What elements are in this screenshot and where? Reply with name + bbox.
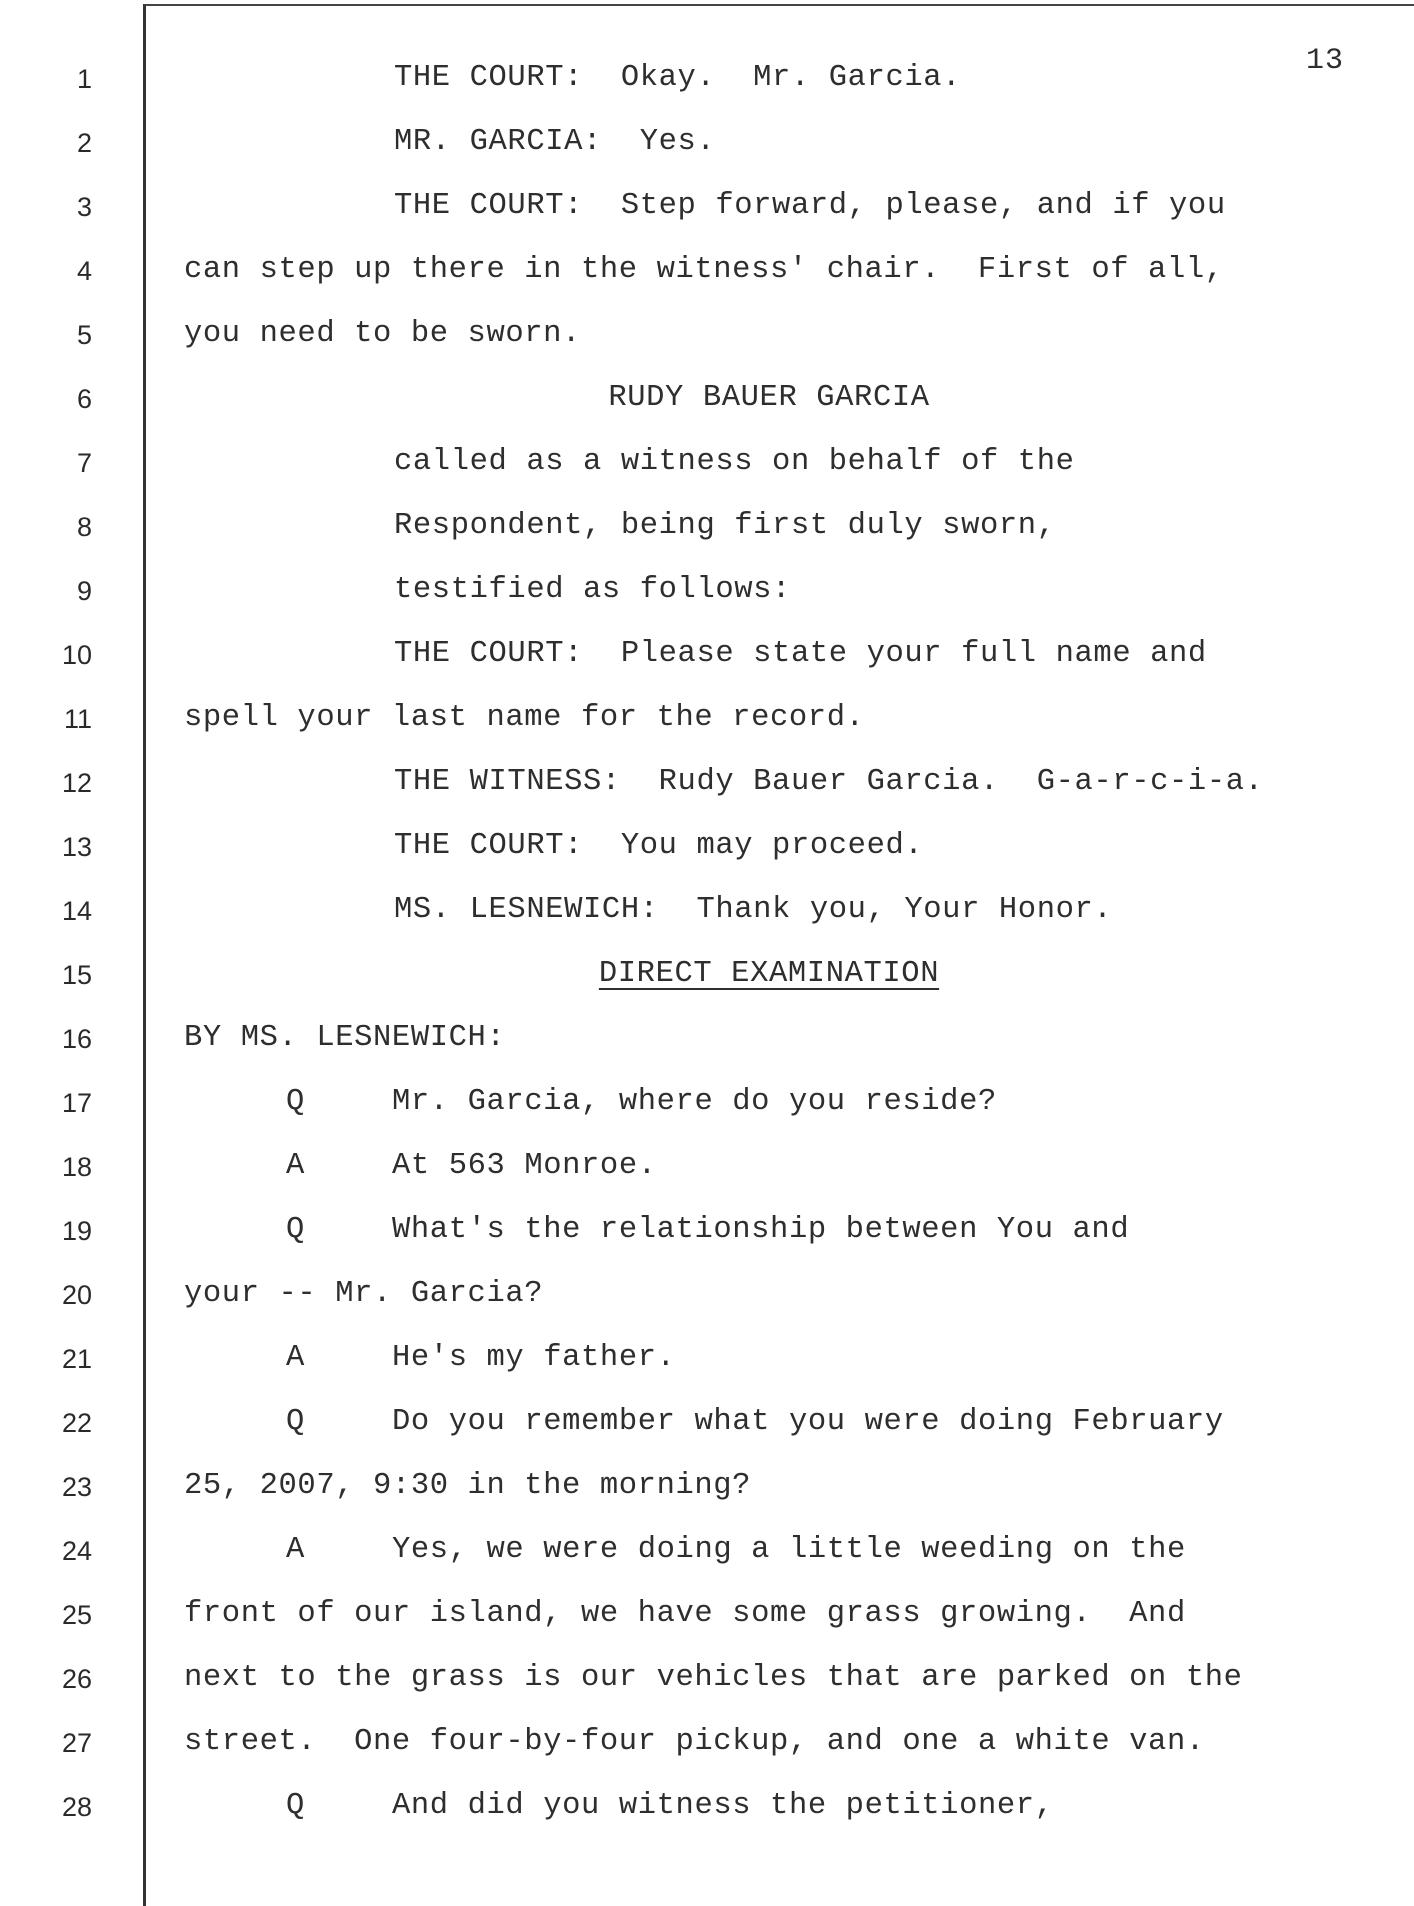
transcript-line: [0, 946, 1414, 1010]
line-number: 14: [61, 896, 92, 926]
line-number: 2: [76, 128, 92, 158]
line-text: spell your last name for the record.: [184, 701, 865, 735]
transcript-line: [0, 1266, 1414, 1330]
line-number: 22: [61, 1408, 92, 1438]
transcript-line: [0, 1394, 1414, 1458]
line-number: 17: [61, 1088, 92, 1118]
line-text: Yes, we were doing a little weeding on the: [392, 1533, 1186, 1567]
transcript-line: [0, 1202, 1414, 1266]
qa-label: Q: [286, 1789, 305, 1823]
line-number: 11: [63, 704, 92, 734]
line-text: your -- Mr. Garcia?: [184, 1277, 544, 1311]
line-number: 10: [61, 640, 92, 670]
examination-heading-text: DIRECT EXAMINATION: [598, 957, 940, 991]
qa-label: Q: [286, 1405, 305, 1439]
line-text: 25, 2007, 9:30 in the morning?: [184, 1469, 752, 1503]
transcript-line: [0, 1586, 1414, 1650]
line-text: MS. LESNEWICH: Thank you, Your Honor.: [394, 893, 1113, 927]
line-text: What's the relationship between You and: [392, 1213, 1130, 1247]
line-text: you need to be sworn.: [184, 317, 581, 351]
line-number: 27: [61, 1728, 92, 1758]
line-text: THE WITNESS: Rudy Bauer Garcia. G-a-r-c-i-a.: [394, 765, 1264, 799]
transcript-line: [0, 370, 1414, 434]
line-number: 7: [76, 448, 92, 478]
transcript-line: [0, 1650, 1414, 1714]
transcript-line: [0, 1458, 1414, 1522]
transcript-line: [0, 1138, 1414, 1202]
transcript-line: [0, 562, 1414, 626]
line-text: Mr. Garcia, where do you reside?: [392, 1085, 997, 1119]
transcript-line: [0, 50, 1414, 114]
transcript-line: [0, 1330, 1414, 1394]
line-text: called as a witness on behalf of the: [394, 445, 1075, 479]
line-number: 25: [61, 1600, 92, 1630]
line-number: 23: [61, 1472, 92, 1502]
line-text: front of our island, we have some grass growing. And: [184, 1597, 1186, 1631]
transcript-line: [0, 1714, 1414, 1778]
transcript-line: [0, 818, 1414, 882]
line-text: BY MS. LESNEWICH:: [184, 1021, 506, 1055]
line-number: 15: [61, 960, 92, 990]
examination-heading: [184, 957, 1354, 991]
page-number: 13: [1306, 44, 1345, 78]
transcript-line: [0, 1010, 1414, 1074]
line-text: He's my father.: [392, 1341, 676, 1375]
transcript-line: [0, 626, 1414, 690]
line-number: 8: [76, 512, 92, 542]
line-text: street. One four-by-four pickup, and one a white van.: [184, 1725, 1205, 1759]
transcript-line: [0, 178, 1414, 242]
line-number: 5: [76, 320, 92, 350]
line-number: 24: [61, 1536, 92, 1566]
line-text: And did you witness the petitioner,: [392, 1789, 1054, 1823]
line-number: 1: [76, 64, 92, 94]
transcript-line: [0, 754, 1414, 818]
transcript-line: [0, 434, 1414, 498]
line-number: 28: [61, 1792, 92, 1822]
qa-label: A: [286, 1533, 305, 1567]
line-number: 12: [61, 768, 92, 798]
transcript-line: [0, 498, 1414, 562]
qa-label: A: [286, 1341, 305, 1375]
line-text: next to the grass is our vehicles that are parked on the: [184, 1661, 1243, 1695]
transcript-line: [0, 1074, 1414, 1138]
line-text: Do you remember what you were doing February: [392, 1405, 1224, 1439]
line-text: THE COURT: Please state your full name and: [394, 637, 1207, 671]
transcript-line: [0, 242, 1414, 306]
transcript-line: [0, 306, 1414, 370]
line-text: Respondent, being first duly sworn,: [394, 509, 1056, 543]
qa-label: A: [286, 1149, 305, 1183]
line-number: 13: [61, 832, 92, 862]
line-number: 19: [61, 1216, 92, 1246]
line-text: At 563 Monroe.: [392, 1149, 657, 1183]
line-number: 20: [61, 1280, 92, 1310]
transcript-line: [0, 1522, 1414, 1586]
transcript-line: [0, 114, 1414, 178]
qa-label: Q: [286, 1213, 305, 1247]
line-number: 21: [61, 1344, 92, 1374]
line-text: THE COURT: Okay. Mr. Garcia.: [394, 61, 962, 95]
qa-label: Q: [286, 1085, 305, 1119]
witness-name-heading: RUDY BAUER GARCIA: [608, 381, 930, 415]
line-text: MR. GARCIA: Yes.: [394, 125, 716, 159]
line-number: 26: [61, 1664, 92, 1694]
line-number: 3: [76, 192, 92, 222]
line-number: 4: [76, 256, 92, 286]
line-text: THE COURT: You may proceed.: [394, 829, 924, 863]
transcript-line: [0, 1778, 1414, 1842]
line-number: 18: [61, 1152, 92, 1182]
line-number: 16: [61, 1024, 92, 1054]
line-number: 6: [76, 384, 92, 414]
line-text: testified as follows:: [394, 573, 791, 607]
line-number: 9: [76, 576, 92, 606]
line-text: THE COURT: Step forward, please, and if you: [394, 189, 1226, 223]
line-text: can step up there in the witness' chair. First of all,: [184, 253, 1224, 287]
transcript-line: [0, 882, 1414, 946]
transcript-line: [0, 690, 1414, 754]
